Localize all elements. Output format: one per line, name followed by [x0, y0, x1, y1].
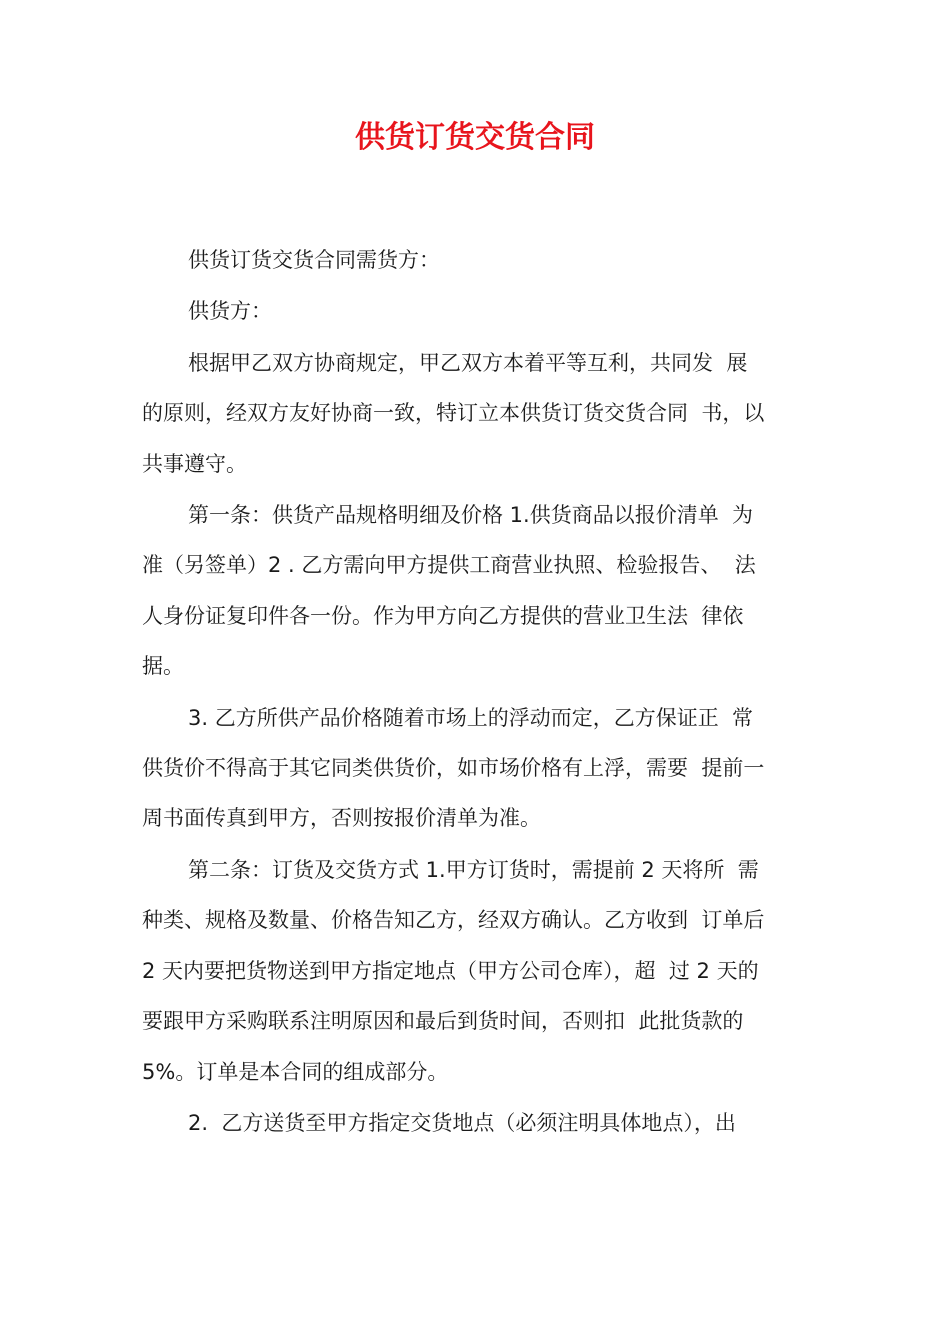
paragraph-article-2-item-2: [142, 1098, 812, 1148]
paragraph-line: 2 天内要把货物送到甲方指定地点（甲方公司仓库），超 过 2 天的: [142, 958, 759, 983]
paragraph-line: 要跟甲方采购联系注明原因和最后到货时间，否则扣 此批货款的: [142, 1009, 744, 1034]
document-title: 供货订货交货合同: [355, 120, 595, 155]
paragraph-article-2: [142, 845, 812, 1097]
paragraph-line: 第二条：订货及交货方式 1.甲方订货时，需提前 2 天将所 需: [188, 857, 759, 882]
paragraph-article-1-item-3: [142, 693, 812, 844]
paragraph-line: 周书面传真到甲方，否则按报价清单为准。: [142, 806, 541, 831]
paragraph-line: 供货方：: [188, 299, 272, 324]
paragraph-line: 2. 乙方送货至甲方指定交货地点（必须注明具体地点），出: [188, 1110, 736, 1135]
paragraph-line: 第一条：供货产品规格明细及价格 1.供货商品以报价清单 为: [188, 503, 754, 528]
paragraph-preamble: [142, 338, 812, 489]
document-body: [142, 235, 812, 1149]
paragraph-line: 的原则，经双方友好协商一致，特订立本供货订货交货合同 书，以: [142, 401, 765, 426]
paragraph-supplier: [142, 286, 812, 336]
paragraph-line: 3. 乙方所供产品价格随着市场上的浮动而定，乙方保证正 常: [188, 705, 754, 730]
paragraph-line: 准（另签单）2 . 乙方需向甲方提供工商营业执照、检验报告、 法: [142, 553, 756, 578]
paragraph-line: 供货订货交货合同需货方：: [188, 248, 440, 272]
paragraph-line: 据。: [142, 654, 184, 679]
paragraph-line: 根据甲乙双方协商规定，甲乙双方本着平等互利，共同发 展: [188, 350, 748, 375]
paragraph-line: 种类、规格及数量、价格告知乙方，经双方确认。乙方收到 订单后: [142, 908, 765, 933]
paragraph-article-1: [142, 490, 812, 692]
paragraph-line: 供货价不得高于其它同类供货价，如市场价格有上浮，需要 提前一: [142, 756, 765, 781]
paragraph-buyer: [142, 235, 812, 285]
paragraph-line: 5%。订单是本合同的组成部分。: [142, 1059, 449, 1084]
paragraph-line: 共事遵守。: [142, 451, 247, 476]
paragraph-line: 人身份证复印件各一份。作为甲方向乙方提供的营业卫生法 律依: [142, 603, 744, 628]
